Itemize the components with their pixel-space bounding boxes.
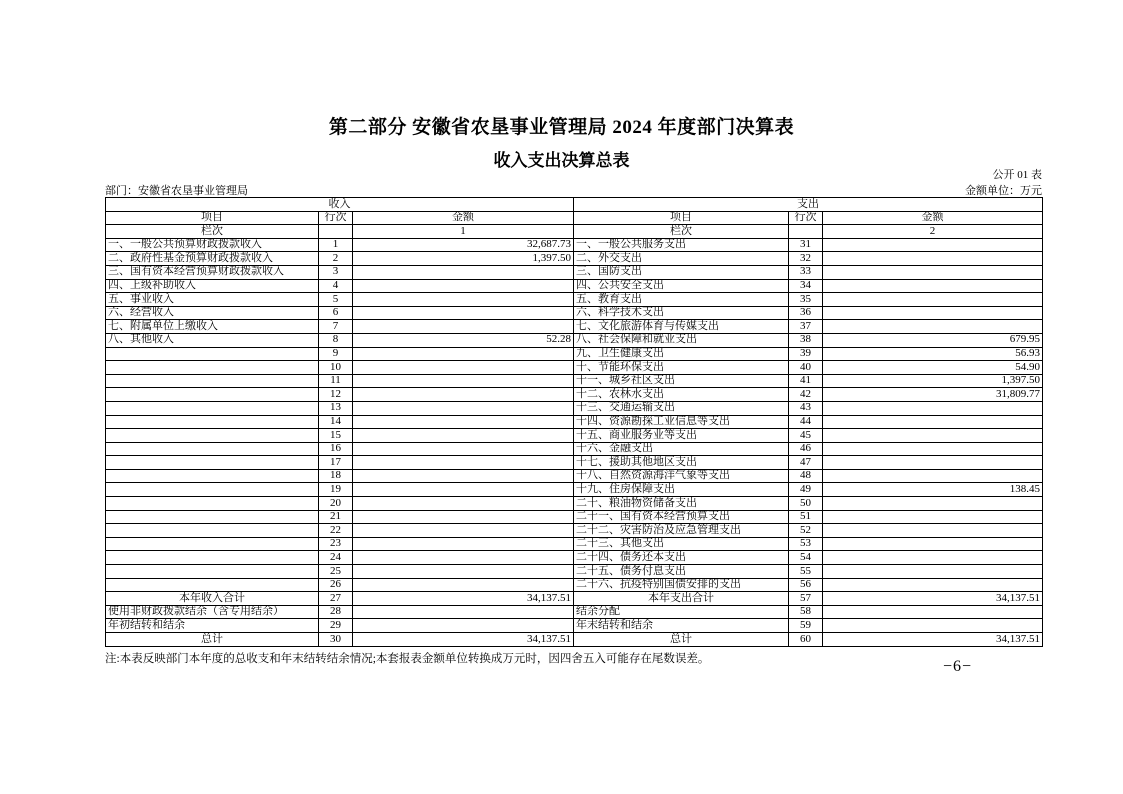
income-line-cell: 5 (319, 293, 353, 307)
expense-item-cell: 二十二、灾害防治及应急管理支出 (574, 524, 789, 538)
expense-item-header: 项目 (574, 211, 789, 225)
income-line-cell: 2 (319, 252, 353, 266)
expense-item-cell: 八、社会保障和就业支出 (574, 333, 789, 347)
income-line-cell: 1 (319, 238, 353, 252)
income-amount-cell (353, 320, 574, 334)
page-title: 第二部分 安徽省农垦事业管理局 2024 年度部门决算表 (328, 117, 795, 138)
expense-item-cell: 二十六、抗疫特别国债安排的支出 (574, 578, 789, 592)
income-line-cell: 9 (319, 347, 353, 361)
income-line-cell: 14 (319, 415, 353, 429)
expense-line-cell: 45 (789, 429, 823, 443)
expense-column-no: 2 (823, 225, 1043, 239)
expense-amount-cell (823, 252, 1043, 266)
expense-amount-cell (823, 442, 1043, 456)
table-row (106, 333, 1043, 347)
income-amount-cell (353, 565, 574, 579)
expense-item-cell: 本年支出合计 (574, 592, 789, 606)
income-item-cell (106, 388, 319, 402)
expense-line-cell: 41 (789, 374, 823, 388)
expense-amount-cell (823, 306, 1043, 320)
income-line-cell: 10 (319, 361, 353, 375)
expense-item-cell: 一、一般公共服务支出 (574, 238, 789, 252)
expense-line-cell: 34 (789, 279, 823, 293)
expense-item-cell: 四、公共安全支出 (574, 279, 789, 293)
expense-amount-cell (823, 415, 1043, 429)
income-amount-cell (353, 497, 574, 511)
income-line-cell: 13 (319, 401, 353, 415)
income-amount-cell (353, 442, 574, 456)
table-row (106, 497, 1043, 511)
expense-line-cell: 54 (789, 551, 823, 565)
income-item-cell (106, 510, 319, 524)
expense-line-cell: 33 (789, 265, 823, 279)
expense-item-cell: 十八、自然资源海洋气象等支出 (574, 469, 789, 483)
income-line-cell: 26 (319, 578, 353, 592)
expense-item-cell: 结余分配 (574, 605, 789, 619)
expense-item-cell: 二、外交支出 (574, 252, 789, 266)
expense-line-cell: 58 (789, 605, 823, 619)
table-row (106, 592, 1043, 606)
expense-amount-cell (823, 565, 1043, 579)
income-item-cell: 一、一般公共预算财政拨款收入 (106, 238, 319, 252)
expense-line-cell: 59 (789, 619, 823, 633)
income-amount-cell: 1,397.50 (353, 252, 574, 266)
expense-line-cell: 47 (789, 456, 823, 470)
section-header-row (106, 198, 1043, 212)
column-index-row (106, 225, 1043, 239)
income-amount-cell: 34,137.51 (353, 633, 574, 647)
table-row (106, 619, 1043, 633)
expense-amount-cell (823, 279, 1043, 293)
expense-amount-cell (823, 510, 1043, 524)
expense-line-cell: 56 (789, 578, 823, 592)
income-line-cell: 6 (319, 306, 353, 320)
table-row (106, 415, 1043, 429)
expense-item-cell: 九、卫生健康支出 (574, 347, 789, 361)
expense-amount-cell: 31,809.77 (823, 388, 1043, 402)
income-item-cell: 六、经营收入 (106, 306, 319, 320)
expense-line-header: 行次 (789, 211, 823, 225)
expense-amount-cell: 56.93 (823, 347, 1043, 361)
income-line-cell: 16 (319, 442, 353, 456)
income-amount-cell (353, 401, 574, 415)
income-line-cell: 23 (319, 537, 353, 551)
expense-amount-cell: 1,397.50 (823, 374, 1043, 388)
income-item-cell (106, 429, 319, 443)
expense-line-cell: 44 (789, 415, 823, 429)
expense-line-cell: 43 (789, 401, 823, 415)
expense-item-cell: 二十三、其他支出 (574, 537, 789, 551)
table-row (106, 524, 1043, 538)
expense-amount-cell (823, 238, 1043, 252)
table-row (106, 442, 1043, 456)
income-line-cell: 3 (319, 265, 353, 279)
expense-amount-cell: 34,137.51 (823, 633, 1043, 647)
income-amount-cell (353, 605, 574, 619)
table-code: 公开 01 表 (992, 169, 1042, 181)
expense-line-cell: 37 (789, 320, 823, 334)
income-line-cell: 21 (319, 510, 353, 524)
table-row (106, 320, 1043, 334)
income-line-cell: 8 (319, 333, 353, 347)
income-item-cell (106, 347, 319, 361)
unit-label: 金额单位：万元 (965, 185, 1042, 197)
income-item-cell (106, 469, 319, 483)
income-line-cell: 19 (319, 483, 353, 497)
table-row (106, 252, 1043, 266)
expense-line-cell: 40 (789, 361, 823, 375)
income-line-cell: 7 (319, 320, 353, 334)
expense-line-cell: 35 (789, 293, 823, 307)
income-amount-cell (353, 279, 574, 293)
income-line-cell: 12 (319, 388, 353, 402)
expense-item-cell: 十三、交通运输支出 (574, 401, 789, 415)
income-amount-cell (353, 524, 574, 538)
income-amount-cell: 32,687.73 (353, 238, 574, 252)
income-item-cell: 使用非财政拨款结余（含专用结余） (106, 605, 319, 619)
income-item-header: 项目 (106, 211, 319, 225)
income-item-cell (106, 578, 319, 592)
income-line-cell: 17 (319, 456, 353, 470)
table-row (106, 361, 1043, 375)
income-line-cell: 4 (319, 279, 353, 293)
expense-amount-cell (823, 537, 1043, 551)
expense-line-cell: 49 (789, 483, 823, 497)
table-row (106, 551, 1043, 565)
expense-section-header: 支出 (574, 198, 1043, 212)
expense-amount-cell: 138.45 (823, 483, 1043, 497)
expense-amount-cell (823, 551, 1043, 565)
income-line-cell: 25 (319, 565, 353, 579)
table-row (106, 279, 1043, 293)
expense-lanci-cell: 栏次 (574, 225, 789, 239)
expense-item-cell: 十六、金融支出 (574, 442, 789, 456)
income-lanci-cell: 栏次 (106, 225, 319, 239)
income-amount-cell (353, 388, 574, 402)
income-line-cell: 15 (319, 429, 353, 443)
income-amount-cell (353, 347, 574, 361)
expense-amount-cell: 54.90 (823, 361, 1043, 375)
expense-line-cell: 32 (789, 252, 823, 266)
table-row (106, 265, 1043, 279)
expense-item-cell: 十四、资源勘探工业信息等支出 (574, 415, 789, 429)
income-item-cell (106, 537, 319, 551)
expense-amount-cell: 679.95 (823, 333, 1043, 347)
income-item-cell: 本年收入合计 (106, 592, 319, 606)
table-row (106, 483, 1043, 497)
income-line-cell: 11 (319, 374, 353, 388)
expense-amount-cell (823, 293, 1043, 307)
expense-item-cell: 十一、城乡社区支出 (574, 374, 789, 388)
income-line-header: 行次 (319, 211, 353, 225)
income-item-cell: 四、上级补助收入 (106, 279, 319, 293)
income-amount-cell (353, 374, 574, 388)
expense-amount-cell (823, 619, 1043, 633)
income-item-cell: 总计 (106, 633, 319, 647)
income-line-cell: 22 (319, 524, 353, 538)
expense-amount-cell (823, 401, 1043, 415)
income-item-cell (106, 565, 319, 579)
income-amount-cell (353, 483, 574, 497)
expense-amount-cell (823, 469, 1043, 483)
income-line-cell: 29 (319, 619, 353, 633)
expense-line-cell: 51 (789, 510, 823, 524)
expense-item-cell: 六、科学技术支出 (574, 306, 789, 320)
expense-item-cell: 总计 (574, 633, 789, 647)
expense-amount-cell (823, 497, 1043, 511)
income-amount-cell (353, 619, 574, 633)
expense-line-cell: 38 (789, 333, 823, 347)
income-amount-cell (353, 429, 574, 443)
income-item-cell: 八、其他收入 (106, 333, 319, 347)
budget-table (105, 197, 1043, 647)
expense-item-cell: 十、节能环保支出 (574, 361, 789, 375)
expense-line-cell: 42 (789, 388, 823, 402)
expense-item-cell: 七、文化旅游体育与传媒支出 (574, 320, 789, 334)
expense-line-cell: 31 (789, 238, 823, 252)
expense-item-cell: 十二、农林水支出 (574, 388, 789, 402)
expense-line-cell: 48 (789, 469, 823, 483)
expense-item-cell: 二十四、债务还本支出 (574, 551, 789, 565)
expense-amount-cell (823, 429, 1043, 443)
expense-item-cell: 二十一、国有资本经营预算支出 (574, 510, 789, 524)
income-amount-header: 金额 (353, 211, 574, 225)
table-row (106, 510, 1043, 524)
table-row (106, 238, 1043, 252)
expense-item-cell: 二十、粮油物资储备支出 (574, 497, 789, 511)
income-item-cell (106, 401, 319, 415)
income-amount-cell (353, 293, 574, 307)
income-amount-cell (353, 537, 574, 551)
income-line-cell: 28 (319, 605, 353, 619)
income-item-cell (106, 456, 319, 470)
income-amount-cell: 52.28 (353, 333, 574, 347)
income-line-cell: 24 (319, 551, 353, 565)
table-body (106, 238, 1043, 646)
income-item-cell: 五、事业收入 (106, 293, 319, 307)
footnote: 注:本表反映部门本年度的总收支和年末结转结余情况;本套报表金额单位转换成万元时，因四舍五入可能存在尾数误差。 (105, 653, 710, 665)
meta-line (105, 182, 1042, 198)
expense-item-cell: 年末结转和结余 (574, 619, 789, 633)
expense-item-cell: 十五、商业服务业等支出 (574, 429, 789, 443)
income-item-cell: 二、政府性基金预算财政拨款收入 (106, 252, 319, 266)
expense-item-cell: 二十五、债务付息支出 (574, 565, 789, 579)
table-row (106, 401, 1043, 415)
expense-amount-header: 金额 (823, 211, 1043, 225)
income-lanci-line-cell (319, 225, 353, 239)
table-row (106, 456, 1043, 470)
expense-line-cell: 53 (789, 537, 823, 551)
table-row (106, 565, 1043, 579)
income-line-cell: 30 (319, 633, 353, 647)
expense-amount-cell (823, 578, 1043, 592)
table-row (106, 347, 1043, 361)
expense-lanci-line-cell (789, 225, 823, 239)
expense-item-cell: 十七、援助其他地区支出 (574, 456, 789, 470)
income-item-cell (106, 361, 319, 375)
expense-amount-cell (823, 524, 1043, 538)
table-row (106, 388, 1043, 402)
income-item-cell: 三、国有资本经营预算财政拨款收入 (106, 265, 319, 279)
table-row (106, 293, 1043, 307)
income-column-no: 1 (353, 225, 574, 239)
expense-line-cell: 50 (789, 497, 823, 511)
table-row (106, 537, 1043, 551)
expense-item-cell: 三、国防支出 (574, 265, 789, 279)
expense-line-cell: 39 (789, 347, 823, 361)
expense-item-cell: 十九、住房保障支出 (574, 483, 789, 497)
income-item-cell: 七、附属单位上缴收入 (106, 320, 319, 334)
page-number: −6− (943, 658, 973, 675)
income-amount-cell (353, 510, 574, 524)
expense-line-cell: 46 (789, 442, 823, 456)
income-amount-cell: 34,137.51 (353, 592, 574, 606)
table-row (106, 578, 1043, 592)
income-item-cell (106, 442, 319, 456)
table-row (106, 633, 1043, 647)
income-amount-cell (353, 469, 574, 483)
expense-item-cell: 五、教育支出 (574, 293, 789, 307)
expense-amount-cell (823, 605, 1043, 619)
income-item-cell (106, 415, 319, 429)
expense-amount-cell (823, 320, 1043, 334)
income-amount-cell (353, 415, 574, 429)
expense-amount-cell (823, 456, 1043, 470)
income-item-cell (106, 374, 319, 388)
income-line-cell: 27 (319, 592, 353, 606)
table-row (106, 374, 1043, 388)
department-label: 部门：安徽省农垦事业管理局 (105, 185, 248, 197)
income-amount-cell (353, 551, 574, 565)
income-item-cell (106, 497, 319, 511)
table-row (106, 469, 1043, 483)
table-title: 收入支出决算总表 (493, 151, 630, 170)
table-row (106, 429, 1043, 443)
expense-line-cell: 52 (789, 524, 823, 538)
table-row (106, 306, 1043, 320)
expense-line-cell: 57 (789, 592, 823, 606)
income-amount-cell (353, 578, 574, 592)
income-line-cell: 18 (319, 469, 353, 483)
expense-line-cell: 60 (789, 633, 823, 647)
income-amount-cell (353, 306, 574, 320)
income-item-cell (106, 551, 319, 565)
income-line-cell: 20 (319, 497, 353, 511)
expense-line-cell: 36 (789, 306, 823, 320)
income-amount-cell (353, 361, 574, 375)
income-amount-cell (353, 456, 574, 470)
income-item-cell: 年初结转和结余 (106, 619, 319, 633)
column-header-row (106, 211, 1043, 225)
expense-amount-cell: 34,137.51 (823, 592, 1043, 606)
income-item-cell (106, 524, 319, 538)
income-amount-cell (353, 265, 574, 279)
expense-line-cell: 55 (789, 565, 823, 579)
income-section-header: 收入 (106, 198, 574, 212)
table-row (106, 605, 1043, 619)
expense-amount-cell (823, 265, 1043, 279)
income-item-cell (106, 483, 319, 497)
